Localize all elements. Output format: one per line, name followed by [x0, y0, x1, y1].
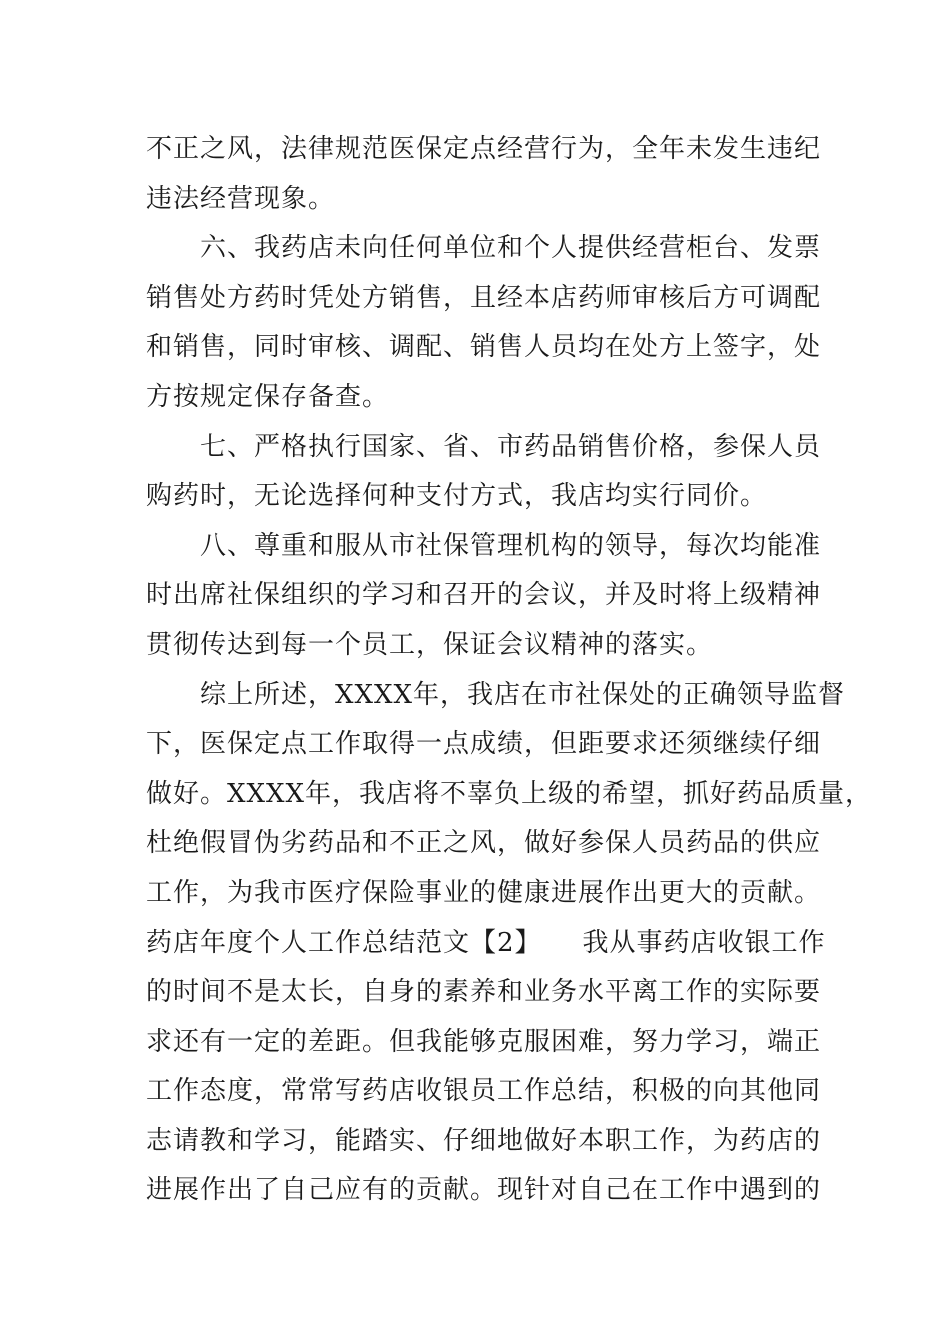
document-body	[146, 125, 873, 1216]
text-line: 综上所述，XXXX年，我店在市社保处的正确领导监督	[146, 679, 846, 710]
text-line: 求还有一定的差距。但我能够克服困难，努力学习，端正	[146, 1026, 822, 1057]
text-line: 七、严格执行国家、省、市药品销售价格，参保人员	[146, 431, 822, 462]
text-line: 工作，为我市医疗保险事业的健康进展作出更大的贡献。	[146, 877, 822, 908]
text-line: 工作态度，常常写药店收银员工作总结，积极的向其他同	[146, 1076, 822, 1107]
text-line: 的时间不是太长，自身的素养和业务水平离工作的实际要	[146, 977, 822, 1008]
text-line: 杜绝假冒伪劣药品和不正之风，做好参保人员药品的供应	[146, 828, 822, 859]
text-line: 和销售，同时审核、调配、销售人员均在处方上签字，处	[146, 332, 822, 363]
text-line: 销售处方药时凭处方销售，且经本店药师审核后方可调配	[146, 282, 822, 313]
text-line: 六、我药店未向任何单位和个人提供经营柜台、发票	[146, 233, 822, 264]
text-line: 志请教和学习，能踏实、仔细地做好本职工作，为药店的	[146, 1125, 822, 1156]
text-line: 不正之风，法律规范医保定点经营行为，全年未发生违纪	[146, 134, 822, 164]
text-line: 时出席社保组织的学习和召开的会议，并及时将上级精神	[146, 580, 822, 611]
section-heading-line: 药店年度个人工作总结范文【2】 我从事药店收银工作	[146, 927, 826, 958]
text-line: 违法经营现象。	[146, 183, 336, 214]
text-line: 做好。XXXX年，我店将不辜负上级的希望，抓好药品质量，	[146, 778, 873, 809]
text-line: 进展作出了自己应有的贡献。现针对自己在工作中遇到的	[146, 1175, 822, 1206]
text-line: 方按规定保存备查。	[146, 381, 390, 412]
text-line: 购药时，无论选择何种支付方式，我店均实行同价。	[146, 481, 768, 512]
text-line: 八、尊重和服从市社保管理机构的领导，每次均能准	[146, 530, 822, 561]
text-line: 贯彻传达到每一个员工，保证会议精神的落实。	[146, 629, 714, 660]
text-line: 下，医保定点工作取得一点成绩，但距要求还须继续仔细	[146, 729, 822, 760]
